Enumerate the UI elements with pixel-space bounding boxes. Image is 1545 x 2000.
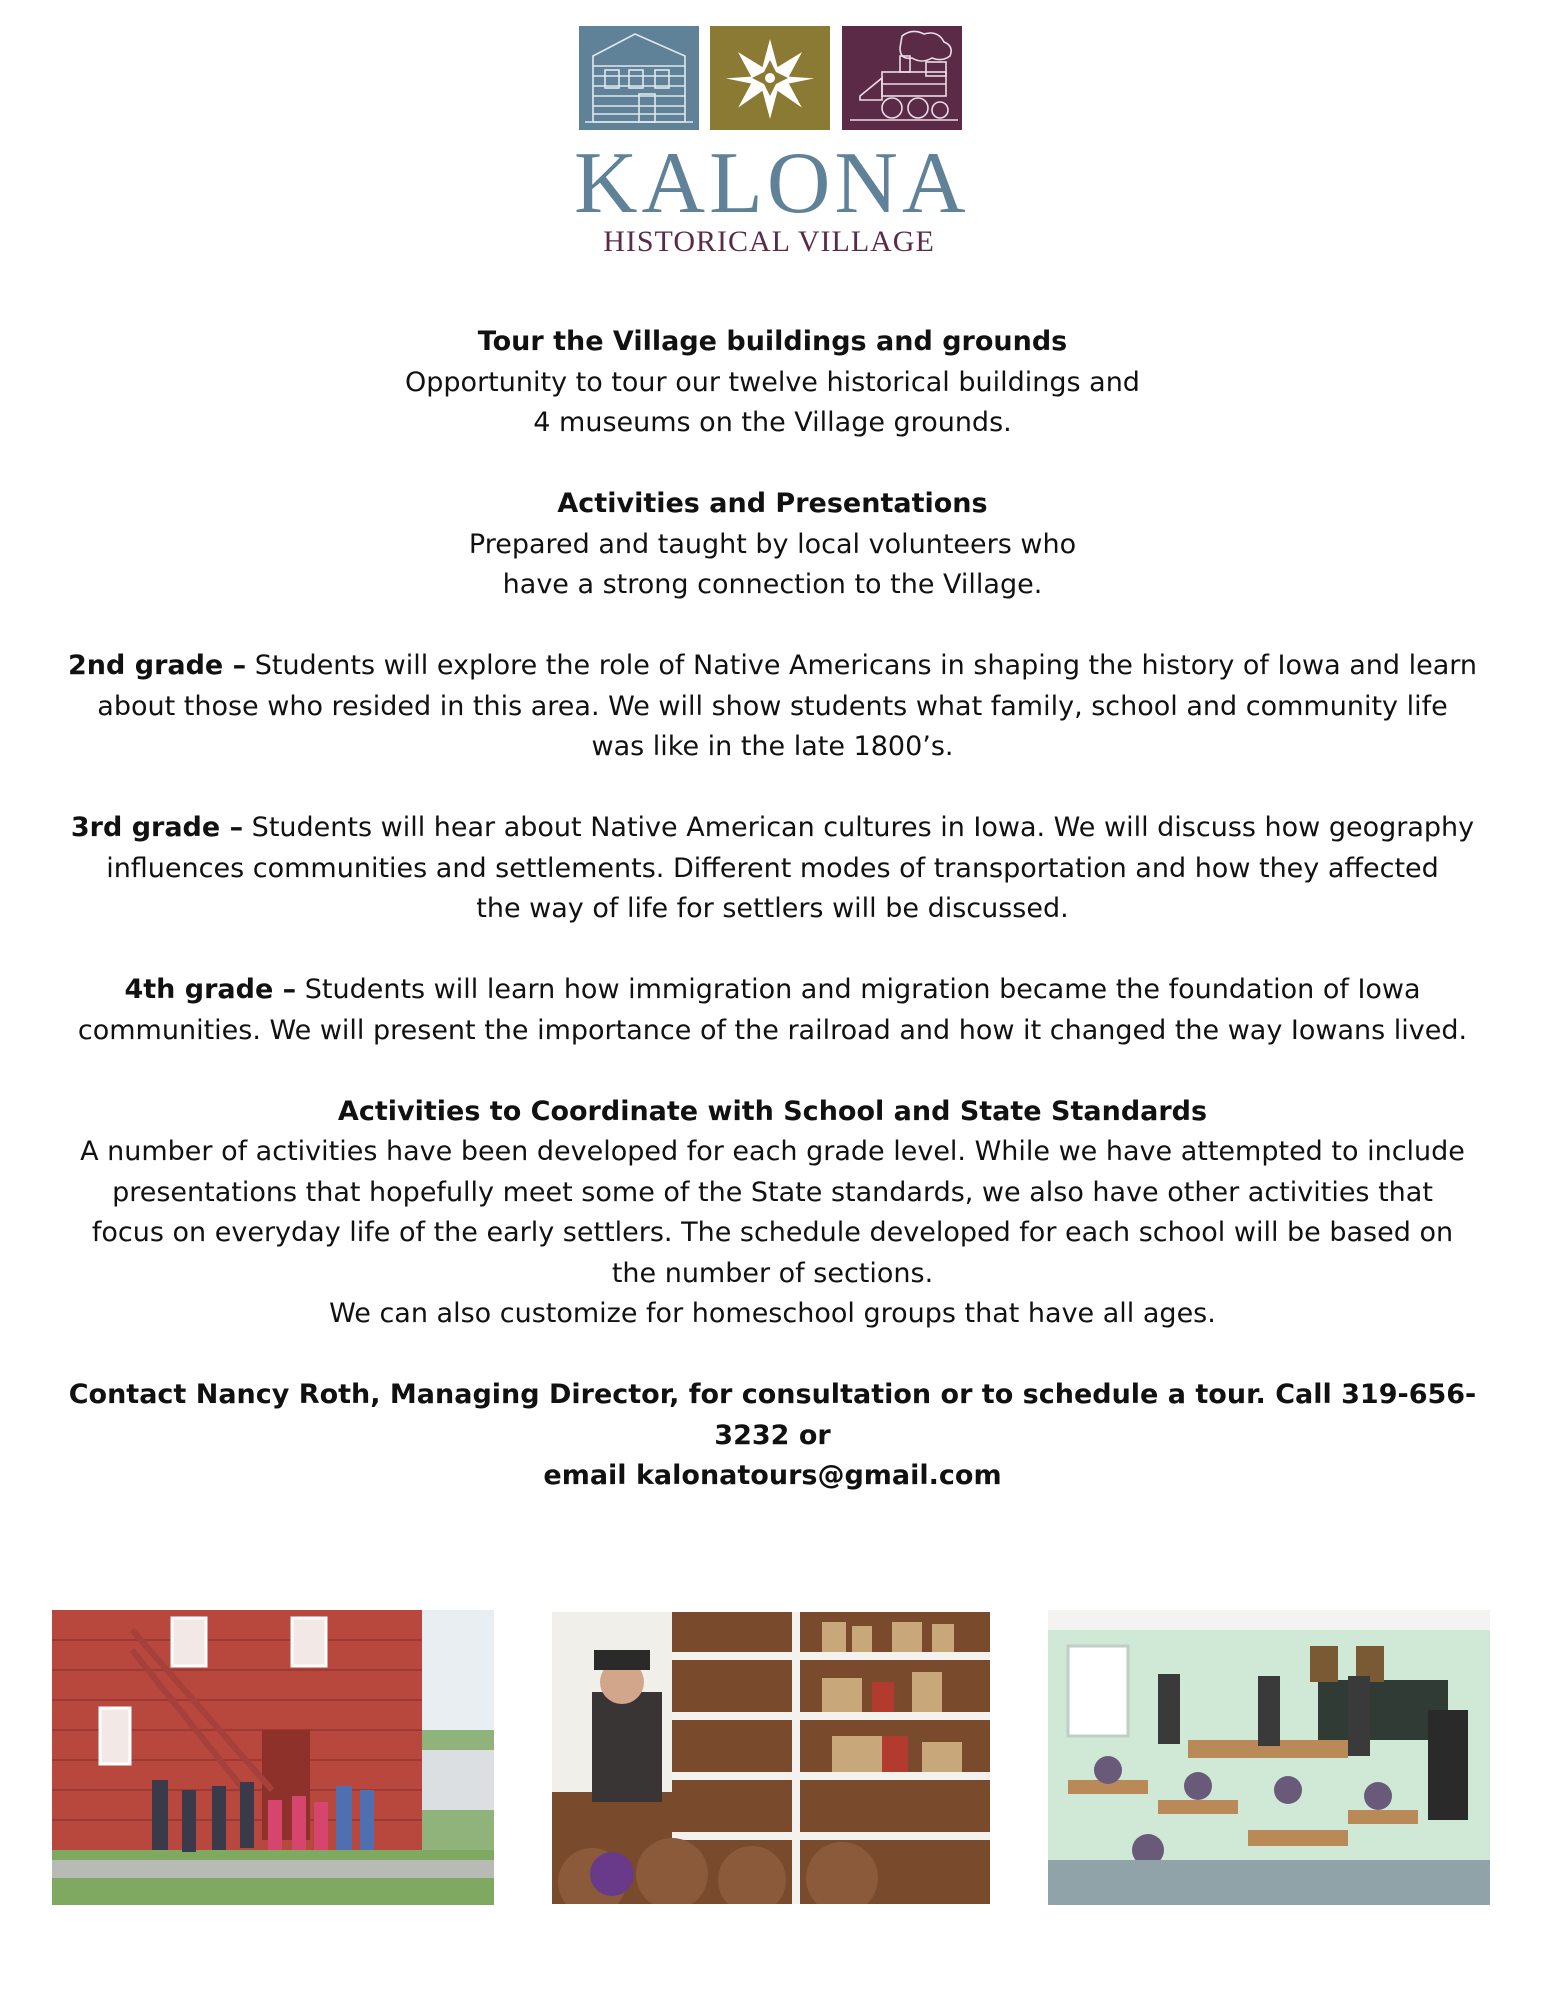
grade4-section	[44, 970, 1501, 1051]
grade2-text-line: about those who resided in this area. We will show students what family, school and community life	[97, 690, 1448, 722]
logo-tiles	[579, 24, 964, 130]
standards-text-line: the number of sections.	[611, 1257, 934, 1289]
students-at-red-depot-photo	[52, 1610, 494, 1905]
contact-section	[44, 1375, 1501, 1497]
grade2-text-line: was like in the late 1800’s.	[591, 731, 954, 762]
standards-text-line: A number of activities have been developed for each grade level. While we have attempted to include	[80, 1136, 1465, 1167]
grade3-text-line: the way of life for settlers will be discussed.	[476, 893, 1069, 924]
contact-email-line: email kalonatours@gmail.com	[543, 1460, 1002, 1491]
grade4-text-line: communities. We will present the importance of the railroad and how it changed the way Iowans lived.	[77, 1014, 1468, 1046]
tour-heading: Tour the Village buildings and grounds	[477, 326, 1068, 357]
activities-text-line: have a strong connection to the Village.	[502, 569, 1043, 600]
house-icon	[579, 26, 699, 130]
quilt-star-icon	[710, 26, 830, 130]
tour-text-line: Opportunity to tour our twelve historical buildings and	[405, 366, 1140, 398]
grade4-text: Students will learn how immigration and migration became the foundation of Iowa	[296, 974, 1421, 1005]
general-store-shelves-photo	[552, 1612, 990, 1904]
grade3-first-line	[44, 808, 1501, 849]
tour-text-line: 4 museums on the Village grounds.	[533, 407, 1012, 438]
kalona-logo	[574, 24, 974, 264]
activities-text-line: Prepared and taught by local volunteers who	[468, 528, 1077, 560]
schoolhouse-classroom-photo	[1048, 1610, 1490, 1905]
standards-text-line: focus on everyday life of the early settlers. The schedule developed for each school will be based on	[91, 1217, 1454, 1248]
logo-subtitle: HISTORICAL VILLAGE	[603, 225, 935, 258]
grade4-first-line	[44, 970, 1501, 1011]
photo-strip	[0, 1610, 1545, 1905]
grade3-text: Students will hear about Native American cultures in Iowa. We will discuss how geography	[243, 812, 1475, 843]
standards-text-line: presentations that hopefully meet some of the State standards, we also have other activities that	[112, 1176, 1433, 1208]
activities-heading: Activities and Presentations	[557, 488, 988, 519]
standards-heading: Activities to Coordinate with School and State Standards	[337, 1095, 1208, 1127]
tour-section	[44, 322, 1501, 444]
grade3-section	[44, 808, 1501, 930]
grade3-label: 3rd grade –	[70, 812, 244, 843]
activities-section	[44, 484, 1501, 606]
grade3-text-line: influences communities and settlements. Different modes of transportation and how they affected	[106, 852, 1439, 884]
grade2-section	[44, 646, 1501, 768]
locomotive-icon	[842, 26, 962, 130]
contact-line: Contact Nancy Roth, Managing Director, for consultation or to schedule a tour. Call 319-656-3232 or	[68, 1379, 1477, 1451]
grade2-text: Students will explore the role of Native Americans in shaping the history of Iowa and learn	[246, 650, 1477, 681]
grade4-label: 4th grade –	[124, 974, 297, 1005]
standards-text-line: We can also customize for homeschool groups that have all ages.	[329, 1298, 1216, 1329]
standards-section	[44, 1092, 1501, 1335]
flyer-body	[44, 322, 1501, 1497]
grade2-first-line	[44, 646, 1501, 687]
logo-wordmark: KALONA	[574, 135, 970, 232]
grade2-label: 2nd grade –	[68, 650, 247, 681]
